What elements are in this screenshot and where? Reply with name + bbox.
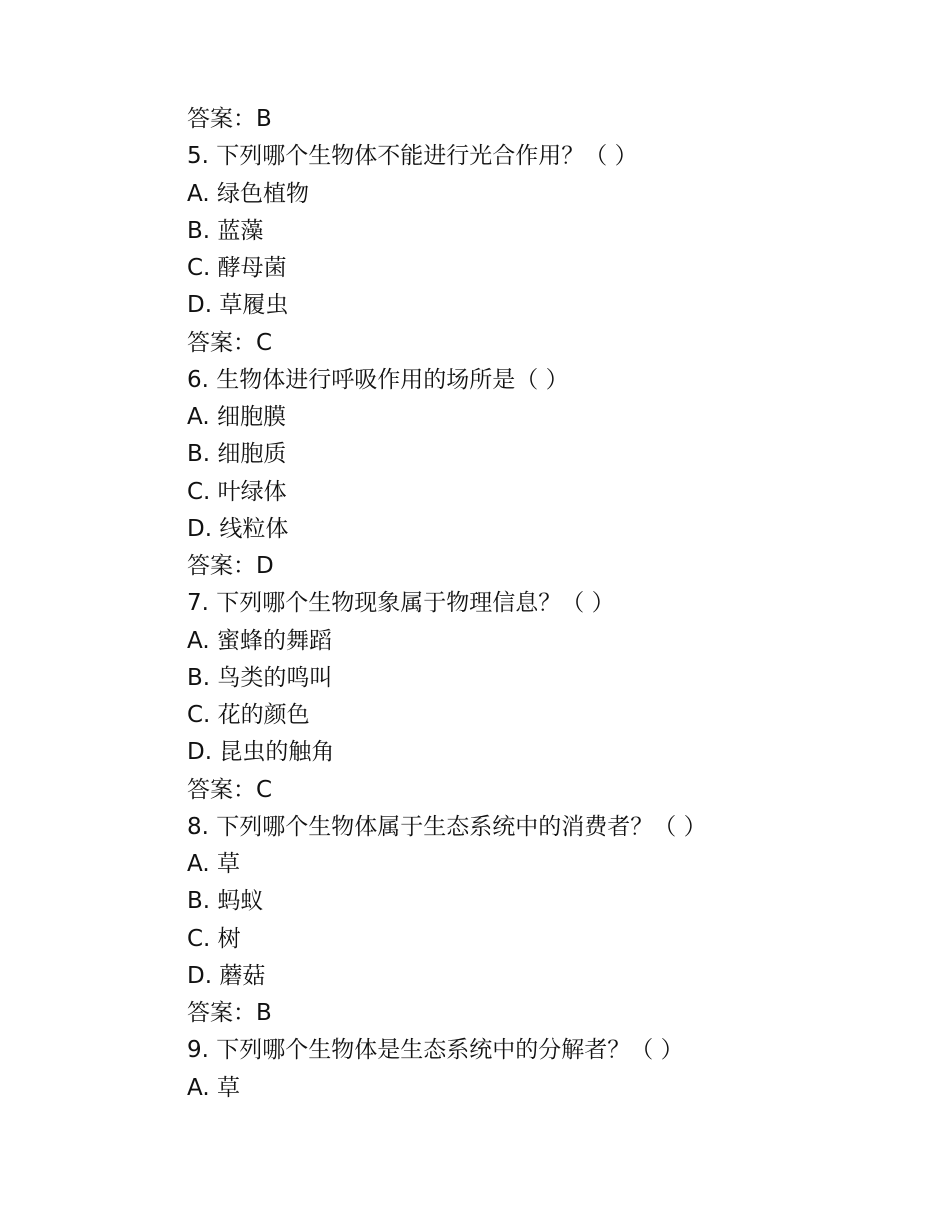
- question-7-option-a: A. 蜜蜂的舞蹈: [187, 627, 332, 654]
- question-8-option-c: C. 树: [187, 925, 241, 952]
- question-8-option-d: D. 蘑菇: [187, 962, 266, 989]
- question-8-answer: 答案：B: [187, 1000, 272, 1026]
- question-8-option-a: A. 草: [187, 851, 240, 877]
- question-8: 8. 下列哪个生物体属于生态系统中的消费者？（ ）: [187, 813, 707, 840]
- question-7-option-d: D. 昆虫的触角: [187, 739, 335, 766]
- question-6-option-b: B. 细胞质: [187, 441, 287, 468]
- question-5-answer: 答案：C: [187, 329, 273, 356]
- question-6: 6. 生物体进行呼吸作用的场所是（ ）: [187, 366, 569, 393]
- question-9-option-a: A. 草: [187, 1074, 240, 1101]
- question-8-option-b: B. 蚂蚁: [187, 888, 264, 915]
- question-7-option-c: C. 花的颜色: [187, 702, 310, 728]
- answer-line: 答案：B: [187, 106, 272, 132]
- question-5-option-b: B. 蓝藻: [187, 217, 264, 244]
- question-6-option-d: D. 线粒体: [187, 515, 289, 542]
- question-6-option-a: A. 细胞膜: [187, 404, 286, 430]
- question-5-option-c: C. 酵母菌: [187, 255, 287, 281]
- document-body: [187, 101, 887, 1107]
- question-7-answer: 答案：C: [187, 776, 273, 803]
- question-5: 5. 下列哪个生物体不能进行光合作用？（ ）: [187, 143, 638, 170]
- question-5-option-a: A. 绿色植物: [187, 180, 309, 207]
- question-7: 7. 下列哪个生物现象属于物理信息？（ ）: [187, 590, 615, 617]
- question-9: 9. 下列哪个生物体是生态系统中的分解者？（ ）: [187, 1037, 684, 1064]
- question-7-option-b: B. 鸟类的鸣叫: [187, 664, 333, 691]
- question-5-option-d: D. 草履虫: [187, 292, 289, 319]
- question-6-option-c: C. 叶绿体: [187, 478, 287, 505]
- question-6-answer: 答案：D: [187, 553, 274, 579]
